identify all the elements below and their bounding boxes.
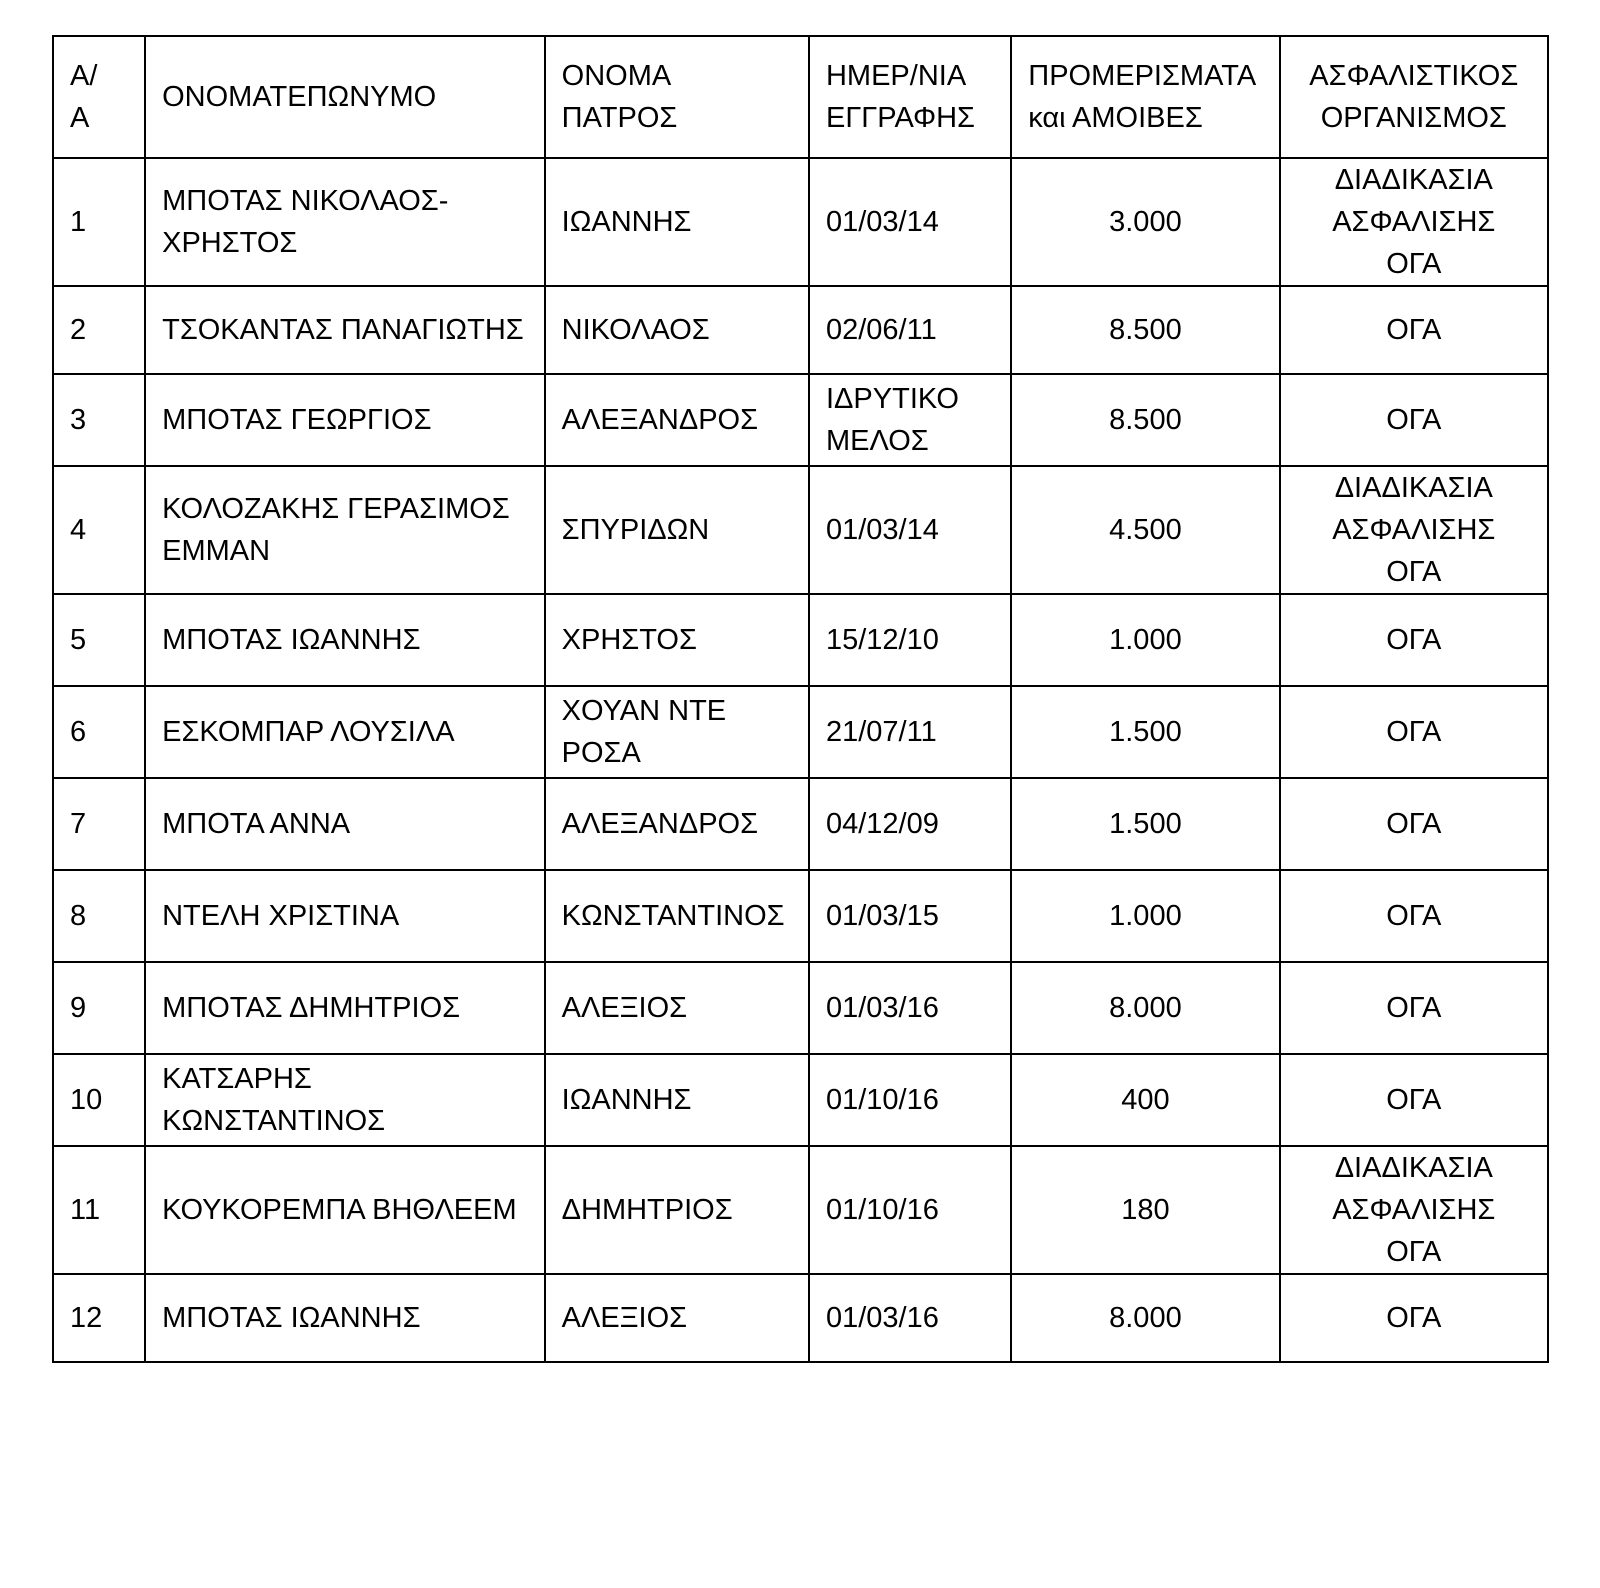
cell-fees: 1.000 [1011,870,1279,962]
table-row [53,962,1548,1054]
cell-name: ΝΤΕΛΗ ΧΡΙΣΤΙΝΑ [145,870,545,962]
cell-father: ΧΡΗΣΤΟΣ [545,594,809,686]
members-table [52,35,1549,1363]
cell-insurance: ΟΓΑ [1280,870,1548,962]
cell-date: 15/12/10 [809,594,1011,686]
cell-fees: 1.500 [1011,686,1279,778]
cell-father: ΣΠΥΡΙΔΩΝ [545,466,809,594]
cell-fees: 180 [1011,1146,1279,1274]
table-row [53,1274,1548,1362]
cell-insurance: ΟΓΑ [1280,686,1548,778]
cell-father: ΚΩΝΣΤΑΝΤΙΝΟΣ [545,870,809,962]
table-row [53,870,1548,962]
cell-insurance: ΟΓΑ [1280,286,1548,374]
cell-name: ΚΑΤΣΑΡΗΣ ΚΩΝΣΤΑΝΤΙΝΟΣ [145,1054,545,1146]
cell-date: 01/10/16 [809,1146,1011,1274]
header-insurance: ΑΣΦΑΛΙΣΤΙΚΟΣ ΟΡΓΑΝΙΣΜΟΣ [1280,36,1548,158]
table-row [53,1146,1548,1274]
cell-name: ΜΠΟΤΑ ΑΝΝΑ [145,778,545,870]
header-fees: ΠΡΟΜΕΡΙΣΜΑΤΑ και ΑΜΟΙΒΕΣ [1011,36,1279,158]
cell-date: 21/07/11 [809,686,1011,778]
cell-name: ΜΠΟΤΑΣ ΓΕΩΡΓΙΟΣ [145,374,545,466]
cell-aa: 6 [53,686,145,778]
cell-name: ΕΣΚΟΜΠΑΡ ΛΟΥΣΙΛΑ [145,686,545,778]
header-aa: Α/ Α [53,36,145,158]
cell-insurance: ΟΓΑ [1280,1274,1548,1362]
cell-aa: 7 [53,778,145,870]
cell-insurance: ΟΓΑ [1280,962,1548,1054]
cell-father: ΑΛΕΞΙΟΣ [545,962,809,1054]
cell-aa: 1 [53,158,145,286]
cell-insurance: ΟΓΑ [1280,594,1548,686]
cell-name: ΜΠΟΤΑΣ ΔΗΜΗΤΡΙΟΣ [145,962,545,1054]
cell-insurance: ΔΙΑΔΙΚΑΣΙΑ ΑΣΦΑΛΙΣΗΣ ΟΓΑ [1280,466,1548,594]
cell-father: ΑΛΕΞΑΝΔΡΟΣ [545,778,809,870]
cell-date: 01/03/16 [809,962,1011,1054]
cell-fees: 8.500 [1011,286,1279,374]
table-row [53,594,1548,686]
table-row [53,1054,1548,1146]
table-row [53,686,1548,778]
cell-date: 04/12/09 [809,778,1011,870]
cell-fees: 400 [1011,1054,1279,1146]
table-row [53,374,1548,466]
table-row [53,286,1548,374]
cell-name: ΚΟΛΟΖΑΚΗΣ ΓΕΡΑΣΙΜΟΣ ΕΜΜΑΝ [145,466,545,594]
cell-date: 01/03/16 [809,1274,1011,1362]
cell-name: ΜΠΟΤΑΣ ΙΩΑΝΝΗΣ [145,1274,545,1362]
cell-fees: 8.500 [1011,374,1279,466]
cell-aa: 5 [53,594,145,686]
cell-name: ΜΠΟΤΑΣ ΝΙΚΟΛΑΟΣ- ΧΡΗΣΤΟΣ [145,158,545,286]
header-date: ΗΜΕΡ/ΝΙΑ ΕΓΓΡΑΦΗΣ [809,36,1011,158]
cell-insurance: ΟΓΑ [1280,374,1548,466]
cell-date: 01/03/15 [809,870,1011,962]
cell-fees: 1.000 [1011,594,1279,686]
cell-date: 01/03/14 [809,466,1011,594]
cell-father: ΙΩΑΝΝΗΣ [545,158,809,286]
cell-aa: 12 [53,1274,145,1362]
header-name: ΟΝΟΜΑΤΕΠΩΝΥΜΟ [145,36,545,158]
cell-fees: 8.000 [1011,1274,1279,1362]
cell-fees: 3.000 [1011,158,1279,286]
cell-father: ΔΗΜΗΤΡΙΟΣ [545,1146,809,1274]
cell-father: ΑΛΕΞΑΝΔΡΟΣ [545,374,809,466]
cell-aa: 11 [53,1146,145,1274]
table-row [53,158,1548,286]
cell-insurance: ΔΙΑΔΙΚΑΣΙΑ ΑΣΦΑΛΙΣΗΣ ΟΓΑ [1280,158,1548,286]
cell-insurance: ΔΙΑΔΙΚΑΣΙΑ ΑΣΦΑΛΙΣΗΣ ΟΓΑ [1280,1146,1548,1274]
cell-name: ΜΠΟΤΑΣ ΙΩΑΝΝΗΣ [145,594,545,686]
table-row [53,466,1548,594]
header-father: ΟΝΟΜΑ ΠΑΤΡΟΣ [545,36,809,158]
cell-aa: 4 [53,466,145,594]
cell-fees: 1.500 [1011,778,1279,870]
cell-date: 01/03/14 [809,158,1011,286]
cell-aa: 9 [53,962,145,1054]
cell-insurance: ΟΓΑ [1280,778,1548,870]
cell-insurance: ΟΓΑ [1280,1054,1548,1146]
table-row [53,778,1548,870]
cell-fees: 4.500 [1011,466,1279,594]
cell-father: ΝΙΚΟΛΑΟΣ [545,286,809,374]
cell-aa: 2 [53,286,145,374]
cell-fees: 8.000 [1011,962,1279,1054]
cell-name: ΚΟΥΚΟΡΕΜΠΑ ΒΗΘΛΕΕΜ [145,1146,545,1274]
cell-name: ΤΣΟΚΑΝΤΑΣ ΠΑΝΑΓΙΩΤΗΣ [145,286,545,374]
cell-aa: 8 [53,870,145,962]
cell-aa: 10 [53,1054,145,1146]
cell-father: ΧΟΥΑΝ ΝΤΕ ΡΟΣΑ [545,686,809,778]
cell-aa: 3 [53,374,145,466]
cell-date: ΙΔΡΥΤΙΚΟ ΜΕΛΟΣ [809,374,1011,466]
cell-father: ΙΩΑΝΝΗΣ [545,1054,809,1146]
cell-father: ΑΛΕΞΙΟΣ [545,1274,809,1362]
header-row [53,36,1548,158]
cell-date: 01/10/16 [809,1054,1011,1146]
table-body [53,158,1548,1362]
cell-date: 02/06/11 [809,286,1011,374]
